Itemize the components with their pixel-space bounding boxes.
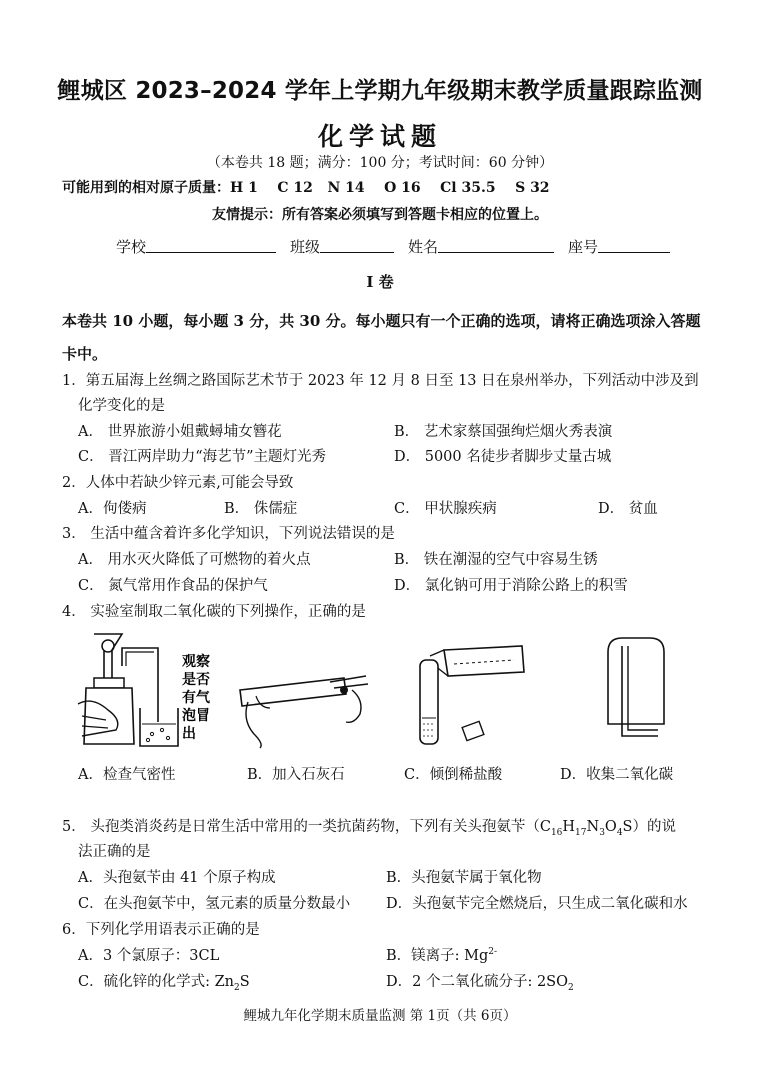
q2-option-a: A．佝偻病	[78, 501, 147, 517]
exam-title: 鲤城区 2023–2024 学年上学期九年级期末教学质量跟踪监测	[57, 78, 703, 104]
friendly-tip: 友情提示：所有答案必须填写到答题卡相应的位置上。	[212, 207, 548, 223]
q6-stem: 6．下列化学用语表示正确的是	[62, 922, 260, 938]
q4-figure-note-3: 有气	[182, 690, 210, 706]
q6-option-a: A．3 个氯原子：3CL	[78, 948, 220, 964]
q5-f4: N	[586, 819, 600, 835]
q4-option-b: B．加入石灰石	[247, 767, 345, 783]
q4-option-c: C．倾倒稀盐酸	[404, 767, 503, 783]
q4-figure-note-4: 泡冒	[182, 708, 210, 724]
q6-option-c-tail: S	[239, 974, 250, 990]
page-footer: 鲤城九年化学期末质量监测 第 1页（共 6页）	[243, 1008, 517, 1024]
q3-option-b: B． 铁在潮湿的空气中容易生锈	[394, 552, 598, 568]
q5-f8: S）的说	[622, 819, 676, 835]
field-school-label: 学校	[116, 238, 147, 256]
atomic-masses	[62, 177, 550, 197]
subject-title: 化学试题	[317, 122, 442, 151]
student-fields	[116, 236, 684, 257]
field-name-line[interactable]	[438, 236, 554, 253]
q6-option-b-text: B．镁离子: Mg	[386, 948, 489, 964]
q1-option-b: B． 艺术家蔡国强绚烂烟火秀表演	[394, 424, 613, 440]
q5-f7: 4	[616, 827, 623, 838]
exam-info: （本卷共 18 题；满分：100 分；考试时间：60 分钟）	[206, 155, 554, 171]
q1-option-c: C． 晋江两岸助力“海艺节”主题灯光秀	[78, 449, 327, 465]
q5-f2: H	[562, 819, 576, 835]
q4-option-a: A．检查气密性	[78, 767, 176, 783]
field-seat-line[interactable]	[598, 236, 670, 253]
q5-option-d: D．头孢氨苄完全燃烧后，只生成二氧化碳和水	[386, 896, 688, 912]
atomic-masses-values: H 1 C 12 N 14 O 16 Cl 35.5 S 32	[230, 180, 550, 196]
q6-option-d-text: D．2 个二氧化硫分子: 2SO	[386, 974, 568, 990]
q5-stem-line1	[62, 815, 676, 838]
q6-option-d-sub: 2	[568, 982, 574, 993]
q3-stem: 3． 生活中蕴含着许多化学知识，下列说法错误的是	[62, 526, 395, 542]
q2-stem: 2．人体中若缺少锌元素,可能会导致	[62, 475, 294, 491]
q5-f1: 16	[550, 827, 563, 838]
field-school-line[interactable]	[146, 236, 276, 253]
q4-figure-note-5: 出	[182, 726, 196, 742]
q4-stem: 4． 实验室制取二氧化碳的下列操作，正确的是	[62, 604, 366, 620]
q5-stem-text: 5． 头孢类消炎药是日常生活中常用的一类抗菌药物，下列有关头孢氨苄（C	[62, 819, 551, 835]
section-title: I 卷	[366, 273, 394, 291]
field-class-line[interactable]	[320, 236, 394, 253]
section-intro: 本卷共 10 小题，每小题 3 分，共 30 分。每小题只有一个正确的选项，请将正确选项涂入答题卡中。	[62, 312, 701, 363]
q6-option-b	[386, 944, 497, 965]
q6-option-c-sub: 2	[234, 982, 240, 993]
q5-stem-line2: 法正确的是	[78, 844, 151, 860]
q6-option-b-sup: 2-	[488, 947, 498, 958]
q4-figure-c-pour-acid	[414, 632, 532, 750]
q2-option-c: C． 甲状腺疾病	[394, 501, 497, 517]
q5-f3: 17	[575, 827, 587, 838]
q6-option-d	[386, 970, 574, 993]
q5-option-a: A．头孢氨苄由 41 个原子构成	[78, 870, 276, 886]
q5-f6: O	[604, 819, 617, 835]
q4-figure-note: 观察	[182, 654, 210, 670]
q2-option-d: D． 贫血	[598, 501, 658, 517]
q5-option-b: B．头孢氨苄属于氧化物	[386, 870, 542, 886]
q1-stem-line2: 化学变化的是	[78, 398, 165, 414]
q4-figure-d-collect-co2	[596, 632, 676, 750]
q4-figure-b-add-limestone	[234, 660, 376, 750]
q3-option-a: A． 用水灭火降低了可燃物的着火点	[78, 552, 311, 568]
q6-option-c-text: C．硫化锌的化学式: Zn	[78, 974, 235, 990]
q4-option-d: D．收集二氧化碳	[560, 767, 674, 783]
q3-option-c: C． 氮气常用作食品的保护气	[78, 578, 268, 594]
field-name-label: 姓名	[408, 238, 439, 256]
field-class-label: 班级	[290, 238, 321, 256]
q4-figure-a-gas-tightness	[72, 626, 220, 756]
q6-option-c	[78, 970, 250, 993]
q1-option-a: A． 世界旅游小姐戴蟳埔女簪花	[78, 424, 282, 440]
q5-f5: 3	[599, 827, 605, 838]
q1-option-d: D． 5000 名徒步者脚步丈量古城	[394, 449, 612, 465]
field-seat-label: 座号	[568, 238, 599, 256]
atomic-masses-label: 可能用到的相对原子质量：	[62, 180, 230, 196]
q4-figure-note-2: 是否	[182, 672, 210, 688]
q5-option-c: C．在头孢氨苄中，氢元素的质量分数最小	[78, 896, 351, 912]
q3-option-d: D． 氯化钠可用于消除公路上的积雪	[394, 578, 628, 594]
q2-option-b: B． 侏儒症	[224, 501, 298, 517]
q1-stem-line1: 1．第五届海上丝绸之路国际艺术节于 2023 年 12 月 8 日至 13 日在泉州举办，下列活动中涉及到	[62, 373, 699, 389]
